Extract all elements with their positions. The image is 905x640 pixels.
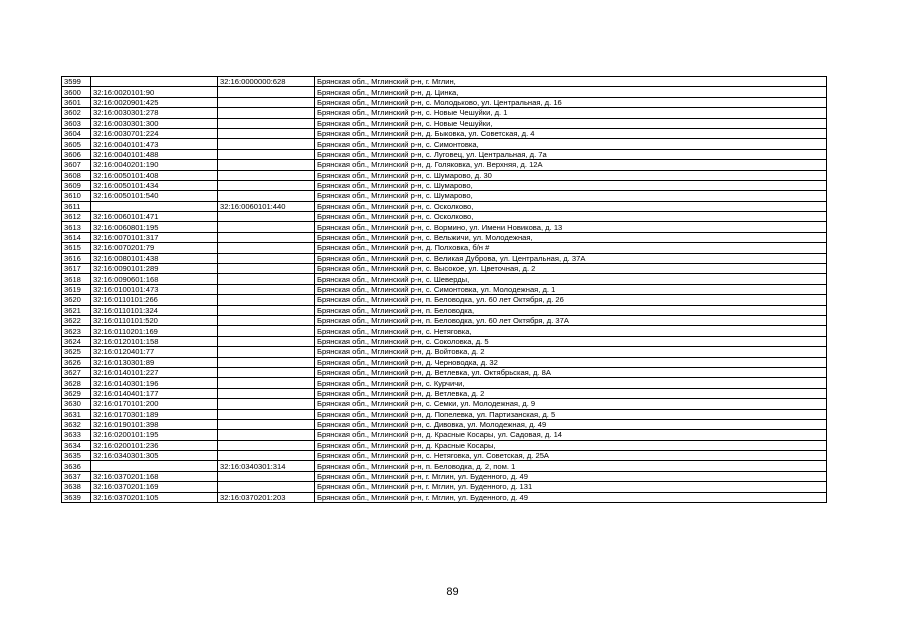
table-row <box>62 336 827 346</box>
row-number-cell: 3624 <box>62 336 91 346</box>
row-number-cell: 3623 <box>62 326 91 336</box>
cadastral-number-cell <box>91 201 218 211</box>
address-cell: Брянская обл., Мглинский р-н, д. Ветлевка, д. 2 <box>315 388 827 398</box>
table-row <box>62 357 827 367</box>
parent-cadastral-number-cell <box>218 139 315 149</box>
row-number-cell: 3610 <box>62 191 91 201</box>
cadastral-number-cell: 32:16:0120101:158 <box>91 336 218 346</box>
parent-cadastral-number-cell <box>218 399 315 409</box>
parent-cadastral-number-cell <box>218 87 315 97</box>
row-number-cell: 3628 <box>62 378 91 388</box>
row-number-cell: 3633 <box>62 430 91 440</box>
cadastral-number-cell: 32:16:0340301:305 <box>91 451 218 461</box>
row-number-cell: 3604 <box>62 128 91 138</box>
table-row <box>62 440 827 450</box>
address-cell: Брянская обл., Мглинский р-н, с. Новые Чешуйки, д. 1 <box>315 108 827 118</box>
table-row <box>62 243 827 253</box>
address-cell: Брянская обл., Мглинский р-н, с. Осколково, <box>315 201 827 211</box>
parent-cadastral-number-cell <box>218 264 315 274</box>
table-row <box>62 419 827 429</box>
row-number-cell: 3612 <box>62 212 91 222</box>
table-row <box>62 326 827 336</box>
parent-cadastral-number-cell <box>218 357 315 367</box>
row-number-cell: 3603 <box>62 118 91 128</box>
row-number-cell: 3620 <box>62 295 91 305</box>
row-number-cell: 3619 <box>62 284 91 294</box>
table-row <box>62 492 827 502</box>
address-cell: Брянская обл., Мглинский р-н, с. Нетяговка, ул. Советская, д. 25А <box>315 451 827 461</box>
address-cell: Брянская обл., Мглинский р-н, с. Высокое, ул. Цветочная, д. 2 <box>315 264 827 274</box>
cadastral-number-cell: 32:16:0200101:236 <box>91 440 218 450</box>
address-cell: Брянская обл., Мглинский р-н, с. Шумарово, <box>315 180 827 190</box>
parent-cadastral-number-cell <box>218 243 315 253</box>
parent-cadastral-number-cell <box>218 212 315 222</box>
cadastral-number-cell: 32:16:0100101:473 <box>91 284 218 294</box>
address-cell: Брянская обл., Мглинский р-н, д. Красные Косары, ул. Садовая, д. 14 <box>315 430 827 440</box>
address-cell: Брянская обл., Мглинский р-н, д. Полховка, б/н # <box>315 243 827 253</box>
address-cell: Брянская обл., Мглинский р-н, с. Шумарово, <box>315 191 827 201</box>
cadastral-table-body <box>62 77 827 503</box>
address-cell: Брянская обл., Мглинский р-н, п. Беловодка, ул. 60 лет Октября, д. 37А <box>315 315 827 325</box>
parent-cadastral-number-cell <box>218 440 315 450</box>
cadastral-number-cell: 32:16:0170101:200 <box>91 399 218 409</box>
cadastral-number-cell: 32:16:0060801:195 <box>91 222 218 232</box>
table-row <box>62 128 827 138</box>
cadastral-number-cell: 32:16:0080101:438 <box>91 253 218 263</box>
row-number-cell: 3626 <box>62 357 91 367</box>
row-number-cell: 3622 <box>62 315 91 325</box>
address-cell: Брянская обл., Мглинский р-н, г. Мглин, ул. Буденного, д. 49 <box>315 492 827 502</box>
row-number-cell: 3621 <box>62 305 91 315</box>
address-cell: Брянская обл., Мглинский р-н, д. Черноводка, д. 32 <box>315 357 827 367</box>
parent-cadastral-number-cell <box>218 409 315 419</box>
cadastral-number-cell <box>91 461 218 471</box>
cadastral-number-cell: 32:16:0030301:278 <box>91 108 218 118</box>
cadastral-number-cell: 32:16:0070101:317 <box>91 232 218 242</box>
table-row <box>62 347 827 357</box>
cadastral-number-cell: 32:16:0090601:168 <box>91 274 218 284</box>
table-row <box>62 77 827 87</box>
parent-cadastral-number-cell <box>218 108 315 118</box>
table-row <box>62 253 827 263</box>
table-row <box>62 461 827 471</box>
address-cell: Брянская обл., Мглинский р-н, д. Ветлевка, ул. Октябрьская, д. 8А <box>315 367 827 377</box>
parent-cadastral-number-cell <box>218 482 315 492</box>
cadastral-number-cell: 32:16:0110101:266 <box>91 295 218 305</box>
cadastral-number-cell: 32:16:0070201:79 <box>91 243 218 253</box>
table-row <box>62 284 827 294</box>
address-cell: Брянская обл., Мглинский р-н, д. Красные Косары, <box>315 440 827 450</box>
cadastral-table <box>61 76 827 503</box>
parent-cadastral-number-cell <box>218 430 315 440</box>
address-cell: Брянская обл., Мглинский р-н, г. Мглин, <box>315 77 827 87</box>
cadastral-number-cell: 32:16:0030701:224 <box>91 128 218 138</box>
row-number-cell: 3638 <box>62 482 91 492</box>
parent-cadastral-number-cell <box>218 419 315 429</box>
parent-cadastral-number-cell <box>218 326 315 336</box>
row-number-cell: 3625 <box>62 347 91 357</box>
row-number-cell: 3635 <box>62 451 91 461</box>
table-row <box>62 201 827 211</box>
parent-cadastral-number-cell: 32:16:0000000:628 <box>218 77 315 87</box>
row-number-cell: 3599 <box>62 77 91 87</box>
parent-cadastral-number-cell <box>218 284 315 294</box>
row-number-cell: 3614 <box>62 232 91 242</box>
table-row <box>62 232 827 242</box>
table-row <box>62 305 827 315</box>
table-row <box>62 471 827 481</box>
parent-cadastral-number-cell <box>218 128 315 138</box>
address-cell: Брянская обл., Мглинский р-н, с. Новые Чешуйки, <box>315 118 827 128</box>
row-number-cell: 3608 <box>62 170 91 180</box>
parent-cadastral-number-cell <box>218 253 315 263</box>
parent-cadastral-number-cell <box>218 274 315 284</box>
cadastral-number-cell: 32:16:0040201:190 <box>91 160 218 170</box>
row-number-cell: 3637 <box>62 471 91 481</box>
row-number-cell: 3627 <box>62 367 91 377</box>
row-number-cell: 3629 <box>62 388 91 398</box>
table-row <box>62 388 827 398</box>
address-cell: Брянская обл., Мглинский р-н, д. Голяковка, ул. Верхняя, д. 12А <box>315 160 827 170</box>
row-number-cell: 3639 <box>62 492 91 502</box>
table-row <box>62 139 827 149</box>
address-cell: Брянская обл., Мглинский р-н, д. Быковка, ул. Советская, д. 4 <box>315 128 827 138</box>
cadastral-number-cell: 32:16:0200101:195 <box>91 430 218 440</box>
table-row <box>62 430 827 440</box>
address-cell: Брянская обл., Мглинский р-н, с. Семки, ул. Молодежная, д. 9 <box>315 399 827 409</box>
parent-cadastral-number-cell <box>218 305 315 315</box>
row-number-cell: 3613 <box>62 222 91 232</box>
table-row <box>62 409 827 419</box>
parent-cadastral-number-cell <box>218 367 315 377</box>
address-cell: Брянская обл., Мглинский р-н, с. Осколково, <box>315 212 827 222</box>
row-number-cell: 3618 <box>62 274 91 284</box>
cadastral-number-cell: 32:16:0370201:169 <box>91 482 218 492</box>
cadastral-number-cell: 32:16:0110201:169 <box>91 326 218 336</box>
parent-cadastral-number-cell <box>218 170 315 180</box>
address-cell: Брянская обл., Мглинский р-н, с. Симонтовка, ул. Молодежная, д. 1 <box>315 284 827 294</box>
row-number-cell: 3602 <box>62 108 91 118</box>
cadastral-number-cell: 32:16:0050101:434 <box>91 180 218 190</box>
address-cell: Брянская обл., Мглинский р-н, д. Войтовка, д. 2 <box>315 347 827 357</box>
row-number-cell: 3630 <box>62 399 91 409</box>
parent-cadastral-number-cell: 32:16:0370201:203 <box>218 492 315 502</box>
row-number-cell: 3606 <box>62 149 91 159</box>
cadastral-number-cell: 32:16:0050101:408 <box>91 170 218 180</box>
row-number-cell: 3617 <box>62 264 91 274</box>
parent-cadastral-number-cell <box>218 471 315 481</box>
parent-cadastral-number-cell <box>218 451 315 461</box>
row-number-cell: 3609 <box>62 180 91 190</box>
parent-cadastral-number-cell <box>218 160 315 170</box>
cadastral-number-cell: 32:16:0120401:77 <box>91 347 218 357</box>
parent-cadastral-number-cell <box>218 315 315 325</box>
parent-cadastral-number-cell <box>218 118 315 128</box>
table-row <box>62 315 827 325</box>
cadastral-number-cell: 32:16:0020101:90 <box>91 87 218 97</box>
parent-cadastral-number-cell <box>218 336 315 346</box>
table-row <box>62 180 827 190</box>
cadastral-number-cell: 32:16:0090101:289 <box>91 264 218 274</box>
address-cell: Брянская обл., Мглинский р-н, п. Беловодка, д. 2, пом. 1 <box>315 461 827 471</box>
parent-cadastral-number-cell <box>218 149 315 159</box>
table-row <box>62 274 827 284</box>
address-cell: Брянская обл., Мглинский р-н, п. Беловодка, ул. 60 лет Октября, д. 26 <box>315 295 827 305</box>
table-row <box>62 222 827 232</box>
parent-cadastral-number-cell <box>218 295 315 305</box>
cadastral-number-cell: 32:16:0370201:168 <box>91 471 218 481</box>
table-row <box>62 97 827 107</box>
row-number-cell: 3616 <box>62 253 91 263</box>
table-row <box>62 482 827 492</box>
row-number-cell: 3631 <box>62 409 91 419</box>
row-number-cell: 3607 <box>62 160 91 170</box>
row-number-cell: 3605 <box>62 139 91 149</box>
cadastral-number-cell: 32:16:0370201:105 <box>91 492 218 502</box>
address-cell: Брянская обл., Мглинский р-н, д. Попелевка, ул. Партизанская, д. 5 <box>315 409 827 419</box>
cadastral-number-cell: 32:16:0020901:425 <box>91 97 218 107</box>
page-number: 89 <box>446 586 459 598</box>
cadastral-number-cell: 32:16:0140101:227 <box>91 367 218 377</box>
cadastral-number-cell: 32:16:0050101:540 <box>91 191 218 201</box>
address-cell: Брянская обл., Мглинский р-н, с. Шеверды, <box>315 274 827 284</box>
parent-cadastral-number-cell: 32:16:0340301:314 <box>218 461 315 471</box>
table-row <box>62 378 827 388</box>
table-row <box>62 399 827 409</box>
table-row <box>62 160 827 170</box>
address-cell: Брянская обл., Мглинский р-н, с. Курчичи, <box>315 378 827 388</box>
table-row <box>62 451 827 461</box>
parent-cadastral-number-cell <box>218 347 315 357</box>
address-cell: Брянская обл., Мглинский р-н, с. Шумарово, д. 30 <box>315 170 827 180</box>
cadastral-number-cell: 32:16:0140401:177 <box>91 388 218 398</box>
row-number-cell: 3615 <box>62 243 91 253</box>
address-cell: Брянская обл., Мглинский р-н, с. Вормино, ул. Имени Новикова, д. 13 <box>315 222 827 232</box>
address-cell: Брянская обл., Мглинский р-н, с. Великая Дуброва, ул. Центральная, д. 37А <box>315 253 827 263</box>
parent-cadastral-number-cell <box>218 180 315 190</box>
table-row <box>62 212 827 222</box>
row-number-cell: 3632 <box>62 419 91 429</box>
table-row <box>62 295 827 305</box>
table-row <box>62 264 827 274</box>
parent-cadastral-number-cell <box>218 232 315 242</box>
parent-cadastral-number-cell <box>218 388 315 398</box>
row-number-cell: 3611 <box>62 201 91 211</box>
table-row <box>62 170 827 180</box>
cadastral-number-cell: 32:16:0040101:488 <box>91 149 218 159</box>
cadastral-number-cell <box>91 77 218 87</box>
row-number-cell: 3601 <box>62 97 91 107</box>
table-row <box>62 149 827 159</box>
address-cell: Брянская обл., Мглинский р-н, п. Беловодка, <box>315 305 827 315</box>
parent-cadastral-number-cell <box>218 378 315 388</box>
address-cell: Брянская обл., Мглинский р-н, г. Мглин, ул. Буденного, д. 131 <box>315 482 827 492</box>
cadastral-number-cell: 32:16:0170301:189 <box>91 409 218 419</box>
cadastral-number-cell: 32:16:0190101:398 <box>91 419 218 429</box>
table-row <box>62 191 827 201</box>
cadastral-number-cell: 32:16:0110101:324 <box>91 305 218 315</box>
address-cell: Брянская обл., Мглинский р-н, с. Дивовка, ул. Молодежная, д. 49 <box>315 419 827 429</box>
row-number-cell: 3634 <box>62 440 91 450</box>
cadastral-number-cell: 32:16:0110101:520 <box>91 315 218 325</box>
cadastral-number-cell: 32:16:0140301:196 <box>91 378 218 388</box>
row-number-cell: 3600 <box>62 87 91 97</box>
address-cell: Брянская обл., Мглинский р-н, г. Мглин, ул. Буденного, д. 49 <box>315 471 827 481</box>
address-cell: Брянская обл., Мглинский р-н, с. Молодьково, ул. Центральная, д. 16 <box>315 97 827 107</box>
cadastral-number-cell: 32:16:0030301:300 <box>91 118 218 128</box>
table-row <box>62 108 827 118</box>
row-number-cell: 3636 <box>62 461 91 471</box>
table-row <box>62 118 827 128</box>
address-cell: Брянская обл., Мглинский р-н, с. Луговец, ул. Центральная, д. 7а <box>315 149 827 159</box>
address-cell: Брянская обл., Мглинский р-н, с. Симонтовка, <box>315 139 827 149</box>
cadastral-number-cell: 32:16:0130301:89 <box>91 357 218 367</box>
cadastral-number-cell: 32:16:0060101:471 <box>91 212 218 222</box>
address-cell: Брянская обл., Мглинский р-н, с. Соколовка, д. 5 <box>315 336 827 346</box>
address-cell: Брянская обл., Мглинский р-н, д. Цинка, <box>315 87 827 97</box>
address-cell: Брянская обл., Мглинский р-н, с. Нетяговка, <box>315 326 827 336</box>
parent-cadastral-number-cell <box>218 222 315 232</box>
table-row <box>62 367 827 377</box>
parent-cadastral-number-cell <box>218 191 315 201</box>
cadastral-number-cell: 32:16:0040101:473 <box>91 139 218 149</box>
address-cell: Брянская обл., Мглинский р-н, с. Вельжичи, ул. Молодежная, <box>315 232 827 242</box>
parent-cadastral-number-cell <box>218 97 315 107</box>
table-row <box>62 87 827 97</box>
parent-cadastral-number-cell: 32:16:0060101:440 <box>218 201 315 211</box>
